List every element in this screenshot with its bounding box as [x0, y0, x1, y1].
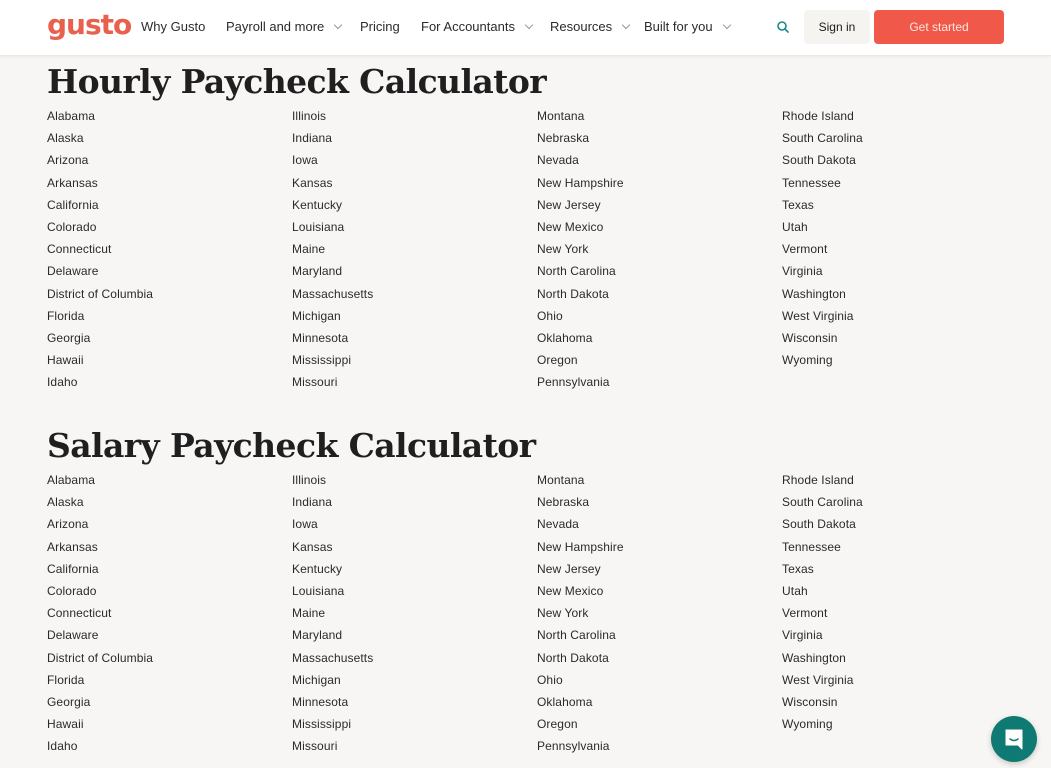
nav-why-gusto[interactable] — [141, 19, 205, 34]
hourly-state-link[interactable]: Rhode Island — [782, 109, 854, 123]
hourly-state-link[interactable]: Tennessee — [782, 175, 841, 190]
chevron-down-icon — [334, 20, 342, 28]
hourly-state-link[interactable]: Illinois — [292, 109, 327, 123]
hourly-state-link[interactable]: North Carolina — [537, 264, 616, 279]
hourly-col-4 — [782, 105, 1027, 371]
hourly-state-link[interactable]: Indiana — [292, 131, 333, 146]
hourly-state-link[interactable]: Maine — [292, 242, 326, 257]
chevron-down-icon — [722, 20, 730, 28]
hourly-state-link[interactable]: Iowa — [292, 153, 318, 168]
hourly-state-link[interactable]: New Mexico — [537, 219, 604, 234]
hourly-state-link[interactable]: Louisiana — [292, 219, 345, 234]
salary-state-link[interactable]: Connecticut — [47, 606, 112, 621]
salary-state-link[interactable]: Louisiana — [292, 583, 345, 598]
salary-state-link[interactable]: South Carolina — [782, 495, 863, 510]
salary-state-link[interactable]: Mississippi — [292, 717, 352, 732]
hourly-state-link[interactable]: Colorado — [47, 219, 97, 234]
hourly-state-link[interactable]: Georgia — [47, 330, 91, 345]
hourly-state-link[interactable]: New York — [537, 242, 589, 257]
salary-state-link[interactable]: Tennessee — [782, 539, 841, 554]
hourly-state-link[interactable]: South Dakota — [782, 153, 856, 168]
hourly-state-link[interactable]: South Carolina — [782, 131, 863, 146]
nav-payroll-label: Payroll and more — [226, 19, 325, 34]
hourly-state-link[interactable]: Michigan — [292, 308, 341, 323]
salary-state-link[interactable]: Iowa — [292, 517, 318, 532]
hourly-state-link[interactable]: Florida — [47, 308, 85, 323]
salary-state-link[interactable]: Indiana — [292, 495, 333, 510]
salary-state-link[interactable]: Montana — [537, 473, 585, 487]
salary-state-link[interactable]: Pennsylvania — [537, 739, 610, 754]
salary-state-link[interactable]: Rhode Island — [782, 473, 854, 487]
hourly-state-link[interactable]: New Hampshire — [537, 175, 624, 190]
nav-resources[interactable] — [550, 19, 629, 34]
salary-state-link[interactable]: Arkansas — [47, 539, 98, 554]
hourly-state-link[interactable]: West Virginia — [782, 308, 854, 323]
nav-why-gusto-label: Why Gusto — [141, 19, 206, 34]
hourly-state-link[interactable]: Minnesota — [292, 330, 349, 345]
hourly-state-link[interactable]: Mississippi — [292, 353, 352, 368]
hourly-state-link[interactable]: Kentucky — [292, 197, 343, 212]
hourly-state-link[interactable]: Pennsylvania — [537, 375, 610, 390]
get-started-button[interactable]: Get started — [874, 10, 1004, 44]
hourly-state-link[interactable]: Kansas — [292, 175, 333, 190]
hourly-calculator-title: Hourly Paycheck Calculator — [47, 62, 547, 101]
hourly-col-3 — [537, 105, 782, 393]
salary-state-link[interactable]: Illinois — [292, 473, 327, 487]
salary-state-link[interactable]: California — [47, 561, 99, 576]
hourly-col-1 — [47, 105, 292, 393]
gusto-logo[interactable]: gusto — [47, 8, 132, 41]
nav-resources-label: Resources — [550, 19, 613, 34]
hourly-state-link[interactable]: Nebraska — [537, 131, 590, 146]
salary-state-link[interactable]: Missouri — [292, 739, 338, 754]
hourly-state-link[interactable]: Montana — [537, 109, 585, 123]
hourly-state-link[interactable]: Wyoming — [782, 353, 833, 368]
salary-col-3 — [537, 469, 782, 757]
hourly-state-link[interactable]: Virginia — [782, 264, 823, 279]
nav-for-accountants[interactable] — [421, 19, 532, 34]
salary-state-link[interactable]: Delaware — [47, 628, 99, 643]
hourly-state-link[interactable]: Nevada — [537, 153, 579, 168]
hourly-state-link[interactable]: Missouri — [292, 375, 338, 390]
hourly-state-link[interactable]: Texas — [782, 197, 814, 212]
salary-state-link[interactable]: Michigan — [292, 672, 341, 687]
nav-built-label: Built for you — [644, 19, 713, 34]
nav-built-for-you[interactable] — [644, 19, 730, 34]
salary-state-link[interactable]: Georgia — [47, 694, 91, 709]
salary-state-link[interactable]: Nebraska — [537, 495, 590, 510]
salary-state-link[interactable]: North Carolina — [537, 628, 616, 643]
salary-state-link[interactable]: South Dakota — [782, 517, 856, 532]
hourly-state-link[interactable]: Wisconsin — [782, 330, 838, 345]
hourly-state-link[interactable]: Utah — [782, 219, 808, 234]
salary-col-2 — [292, 469, 537, 757]
salary-state-link[interactable]: Florida — [47, 672, 85, 687]
salary-state-link[interactable]: Utah — [782, 583, 808, 598]
salary-state-link[interactable]: Kentucky — [292, 561, 343, 576]
nav-accountants-label: For Accountants — [421, 19, 515, 34]
hourly-state-link[interactable]: Alabama — [47, 109, 96, 123]
salary-state-link[interactable]: Vermont — [782, 606, 828, 621]
salary-state-link[interactable]: Wyoming — [782, 717, 833, 732]
search-icon[interactable] — [776, 20, 790, 34]
hourly-state-link[interactable]: North Dakota — [537, 286, 609, 301]
hourly-state-link[interactable]: Oregon — [537, 353, 578, 368]
salary-state-link[interactable]: West Virginia — [782, 672, 854, 687]
salary-state-link[interactable]: Massachusetts — [292, 650, 374, 665]
hourly-state-link[interactable]: New Jersey — [537, 197, 601, 212]
salary-state-link[interactable]: New York — [537, 606, 589, 621]
chat-icon — [1002, 727, 1026, 751]
hourly-state-link[interactable]: Arizona — [47, 153, 89, 168]
chevron-down-icon — [525, 20, 533, 28]
salary-state-link[interactable]: Wisconsin — [782, 694, 838, 709]
hourly-col-2 — [292, 105, 537, 393]
salary-state-link[interactable]: Idaho — [47, 739, 78, 754]
hourly-state-link[interactable]: Alaska — [47, 131, 84, 146]
salary-state-link[interactable]: Oregon — [537, 717, 578, 732]
hourly-state-link[interactable]: Maryland — [292, 264, 343, 279]
hourly-state-link[interactable]: California — [47, 197, 99, 212]
salary-state-link[interactable]: Maryland — [292, 628, 343, 643]
top-navigation — [0, 0, 1051, 56]
salary-state-link[interactable]: Arizona — [47, 517, 89, 532]
sign-in-button[interactable]: Sign in — [804, 10, 870, 44]
hourly-state-link[interactable]: Idaho — [47, 375, 78, 390]
salary-state-link[interactable]: Oklahoma — [537, 694, 593, 709]
salary-state-link[interactable]: North Dakota — [537, 650, 609, 665]
salary-state-link[interactable]: Virginia — [782, 628, 823, 643]
nav-pricing-label: Pricing — [360, 19, 400, 34]
salary-state-link[interactable]: Ohio — [537, 672, 563, 687]
nav-payroll-and-more[interactable] — [226, 19, 341, 34]
hourly-state-link[interactable]: Delaware — [47, 264, 99, 279]
hourly-state-link[interactable]: Hawaii — [47, 353, 84, 368]
salary-state-link[interactable]: Kansas — [292, 539, 333, 554]
salary-state-link[interactable]: Hawaii — [47, 717, 84, 732]
nav-pricing[interactable] — [360, 19, 400, 34]
hourly-state-link[interactable]: Vermont — [782, 242, 828, 257]
salary-calculator-title: Salary Paycheck Calculator — [47, 426, 536, 465]
salary-state-link[interactable]: Washington — [782, 650, 846, 665]
salary-state-link[interactable]: Minnesota — [292, 694, 349, 709]
hourly-state-link[interactable]: Arkansas — [47, 175, 98, 190]
salary-state-link[interactable]: Maine — [292, 606, 326, 621]
hourly-state-link[interactable]: Washington — [782, 286, 846, 301]
hourly-state-link[interactable]: Ohio — [537, 308, 563, 323]
salary-state-link[interactable]: New Mexico — [537, 583, 604, 598]
chat-widget-button[interactable] — [991, 716, 1037, 762]
hourly-state-link[interactable]: District of Columbia — [47, 286, 154, 301]
hourly-state-link[interactable]: Oklahoma — [537, 330, 593, 345]
salary-state-link[interactable]: New Jersey — [537, 561, 601, 576]
salary-state-link[interactable]: New Hampshire — [537, 539, 624, 554]
hourly-state-link[interactable]: Massachusetts — [292, 286, 374, 301]
salary-state-link[interactable]: Nevada — [537, 517, 579, 532]
salary-state-link[interactable]: Alabama — [47, 473, 96, 487]
salary-state-link[interactable]: Alaska — [47, 495, 84, 510]
hourly-state-link[interactable]: Connecticut — [47, 242, 112, 257]
salary-col-4 — [782, 469, 1027, 735]
chevron-down-icon — [622, 20, 630, 28]
salary-state-link[interactable]: Colorado — [47, 583, 97, 598]
salary-state-link[interactable]: District of Columbia — [47, 650, 154, 665]
salary-col-1 — [47, 469, 292, 757]
salary-state-link[interactable]: Texas — [782, 561, 814, 576]
